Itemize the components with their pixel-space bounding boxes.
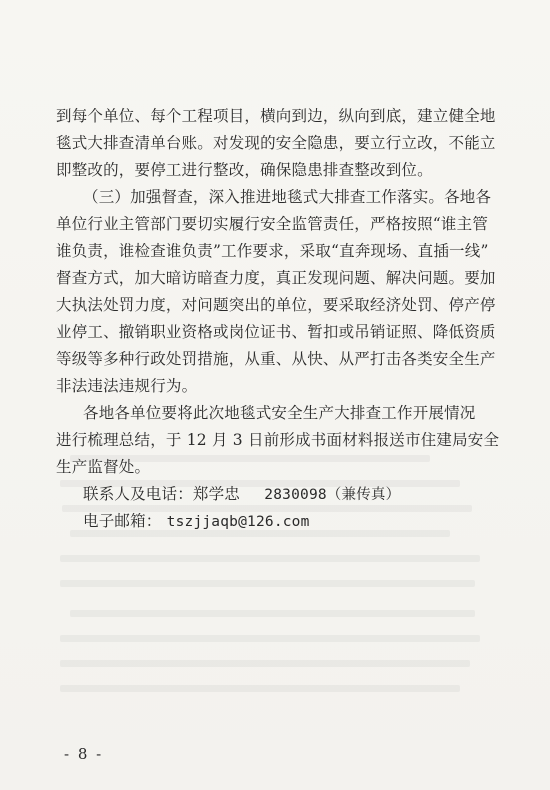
email-label: 电子邮箱：: [83, 512, 162, 530]
text-line: 非法违法违规行为。: [56, 377, 198, 395]
contact-phone: 2830098（兼传真）: [264, 487, 401, 503]
page-number: - 8 -: [64, 745, 104, 763]
text-line: 督查方式，加大暗访暗查力度，真正发现问题、解决问题。要加: [56, 269, 496, 287]
contact-label: 联系人及电话：郑学忠: [83, 485, 241, 503]
text-line: 单位行业主管部门要切实履行安全监管责任，严格按照“谁主管: [56, 215, 489, 233]
text-line: 大执法处罚力度，对问题突出的单位，要采取经济处罚、停产停: [56, 296, 496, 314]
email-address: tszjjaqb@126.com: [166, 514, 310, 530]
text-line: 业停工、撤销职业资格或岗位证书、暂扣或吊销证照、降低资质: [56, 323, 496, 341]
contact-line: [83, 484, 400, 505]
text-line: 即整改的，要停工进行整改，确保隐患排查整改到位。: [56, 161, 433, 179]
text-line: 到每个单位、每个工程项目，横向到边，纵向到底，建立健全地: [56, 107, 496, 125]
text-line: （三）加强督查，深入推进地毯式大排查工作落实。各地各: [83, 188, 492, 206]
text-line: 进行梳理总结，于 12 月 3 日前形成书面材料报送市住建局安全: [56, 431, 500, 449]
text-line: 毯式大排查清单台账。对发现的安全隐患，要立行立改，不能立: [56, 134, 496, 152]
text-line: 各地各单位要将此次地毯式安全生产大排查工作开展情况: [83, 404, 476, 422]
text-line: 生产监督处。: [56, 458, 151, 476]
text-line: 等级等多种行政处罚措施，从重、从快、从严打击各类安全生产: [56, 350, 496, 368]
text-line: 谁负责，谁检查谁负责”工作要求，采取“直奔现场、直插一线”: [56, 242, 489, 260]
email-line: [83, 511, 310, 532]
